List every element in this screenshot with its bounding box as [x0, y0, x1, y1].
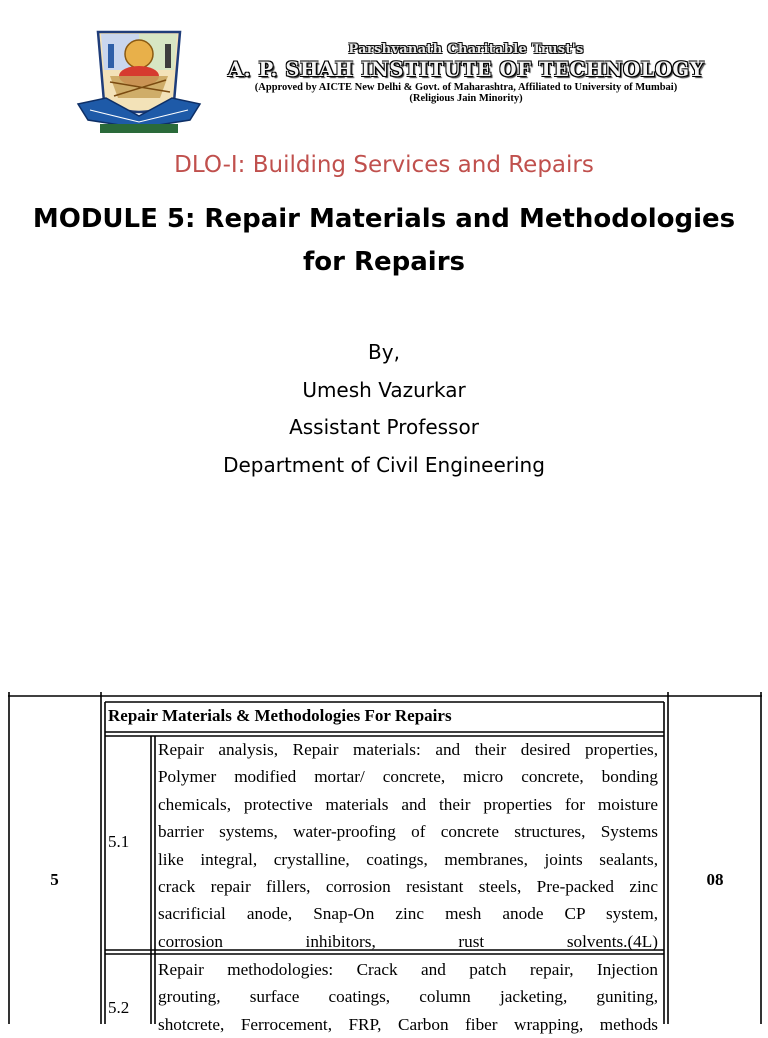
module-title — [0, 198, 768, 284]
topic-line: chemicals, protective materials and their properties for moisture — [158, 794, 658, 814]
institute-logo — [70, 24, 208, 136]
approval-note: (Approved by AICTE New Delhi & Govt. of Maharashtra, Affiliated to University of Mumbai) — [254, 82, 678, 93]
institute-emblem-icon — [70, 24, 208, 136]
topic-line: Polymer modified mortar/ concrete, micro concrete, bonding — [158, 767, 658, 787]
author-designation: Assistant Professor — [289, 415, 479, 439]
topic-line: barrier systems, water-proofing of concrete structures, Systems — [158, 822, 658, 842]
topic-number: 5.1 — [108, 832, 130, 851]
topic-line: sacrificial anode, Snap-On zinc mesh anode CP system, — [158, 904, 658, 924]
topic-line: crack repair fillers, corrosion resistant steels, Pre-packed zinc — [158, 877, 658, 897]
topic-description — [158, 736, 658, 955]
syllabus-table — [8, 692, 762, 1034]
module-title-line: for Repairs — [302, 247, 466, 277]
topic-line: like integral, crystalline, coatings, membranes, joints sealants, — [158, 849, 658, 869]
minority-note: (Religious Jain Minority) — [409, 93, 523, 104]
topic-line: grouting, surface coatings, column jacketing, guniting, — [158, 987, 658, 1007]
topic-line: Repair analysis, Repair materials: and their desired properties, — [158, 740, 658, 759]
topic-line: corrosion inhibitors, rust solvents.(4L) — [158, 931, 658, 951]
topic-line: shotcrete, Ferrocement, FRP, Carbon fiber wrapping, methods — [158, 1014, 658, 1034]
unit-hours: 08 — [706, 870, 724, 889]
subject-title: DLO-I: Building Services and Repairs — [174, 152, 594, 178]
by-label: By, — [368, 340, 400, 364]
institute-name: A. P. SHAH INSTITUTE OF TECHNOLOGY — [228, 58, 705, 81]
author-block — [0, 334, 768, 484]
topic-description — [158, 956, 658, 1038]
institute-header — [228, 42, 704, 104]
author-department: Department of Civil Engineering — [223, 452, 545, 477]
trust-name: Parshvanath Charitable Trust's — [348, 42, 584, 57]
module-heading: Repair Materials & Methodologies For Repairs — [108, 706, 452, 725]
unit-number: 5 — [50, 870, 59, 889]
topic-number: 5.2 — [108, 998, 130, 1017]
author-name: Umesh Vazurkar — [302, 377, 466, 402]
module-title-line: MODULE 5: Repair Materials and Methodologies — [32, 204, 736, 234]
topic-line: Repair methodologies: Crack and patch repair, Injection — [158, 960, 658, 979]
